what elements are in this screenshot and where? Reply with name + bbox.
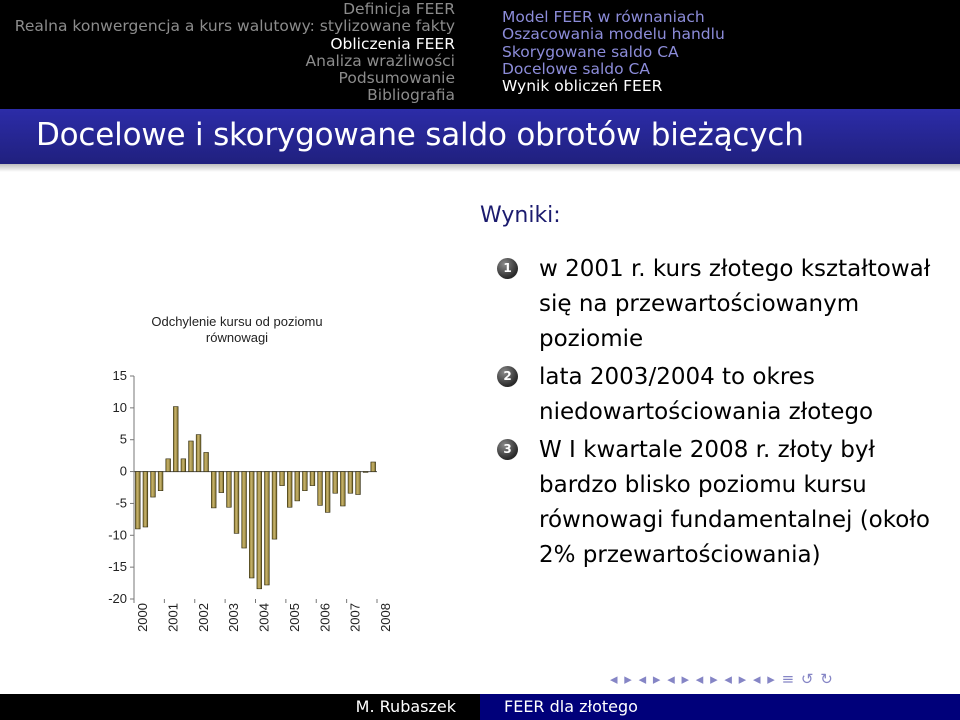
chart-svg [95,305,393,650]
y-tick-label: 0 [119,463,127,479]
footer-right [480,694,960,720]
x-tick-label: 2004 [256,603,272,632]
nav-subsection-skorygowane[interactable]: Skorygowane saldo CA [502,42,679,61]
chart-bar [265,472,270,585]
chart-bar [340,472,345,506]
chart-bar [219,472,224,493]
nav-section-analiza[interactable]: Analiza wrażliwości [305,51,455,70]
y-tick-label: -15 [108,559,127,575]
chart-bar [371,462,376,472]
results-list [497,252,937,576]
x-tick-label: 2006 [317,603,333,632]
chart-bars [135,407,375,589]
nav-subsection-docelowe[interactable]: Docelowe saldo CA [502,59,650,78]
result-item [497,252,937,357]
chart-title-line-1: Odchylenie kursu od poziomu [151,314,323,329]
y-tick-label: -10 [108,527,127,543]
x-tick-label: 2000 [135,603,150,632]
nav-section-podsumowanie[interactable]: Podsumowanie [338,69,455,88]
chart-bar [211,472,216,508]
nav-subsection-model[interactable]: Model FEER w równaniach [502,8,705,26]
nav-subsection-oszacowania[interactable]: Oszacowania modelu handlu [502,25,725,44]
subsection-navigation [502,9,725,95]
section-navigation [15,1,455,105]
chart-bar [249,472,254,578]
x-tick-label: 2007 [347,603,363,632]
chart-title-line-2: równowagi [205,330,269,345]
x-tick-label: 2003 [226,603,242,632]
chart-bar [348,472,353,494]
chart-bar [181,459,186,472]
chart-bar [227,472,232,508]
footer-left [0,694,480,720]
nav-section-obliczenia[interactable]: Obliczenia FEER [330,34,455,53]
chart-bar [173,407,178,472]
result-text: w 2001 r. kurs złotego kształtował się na przewartościowanym poziomie [539,256,931,352]
x-tick-label: 2002 [195,603,211,632]
nav-section-definicja[interactable]: Definicja FEER [343,0,455,18]
chart-bar [280,472,285,486]
footer-author: M. Rubaszek [355,697,456,716]
title-shadow [0,164,960,172]
chart-bar [234,472,239,534]
chart-bar [325,472,330,513]
slide-title: Docelowe i skorygowane saldo obrotów bieżących [36,117,804,153]
top-navigation-bar [0,0,960,109]
chart-bar [135,472,140,529]
result-text: lata 2003/2004 to okres niedowartościowania złotego [539,364,874,425]
results-heading: Wyniki: [480,203,561,228]
nav-subsection-wynik[interactable]: Wynik obliczeń FEER [502,77,663,96]
chart-bar [318,472,323,506]
chart-bar [356,472,361,495]
deviation-chart [95,305,393,650]
result-number-badge: 3 [497,439,518,460]
chart-bar [287,472,292,508]
frame-title-bar [0,109,960,164]
chart-bar [363,472,368,473]
footer-short-title: FEER dla złotego [504,697,638,716]
chart-bar [310,472,315,486]
chart-bar [242,472,247,548]
nav-section-konwergencja[interactable]: Realna konwergencja a kurs walutowy: stylizowane fakty [14,17,455,36]
beamer-navigation-icons[interactable]: ◂ ▸ ◂ ▸ ◂ ▸ ◂ ▸ ◂ ▸ ◂ ▸ ≡ ↺ ↻ [610,670,834,688]
x-tick-label: 2001 [165,603,181,632]
y-tick-label: -5 [115,495,127,511]
chart-bar [196,435,201,472]
y-tick-label: 5 [119,431,127,447]
chart-bar [272,472,277,540]
x-tick-label: 2005 [286,603,302,632]
nav-section-bibliografia[interactable]: Bibliografia [367,86,455,105]
chart-bar [257,472,262,589]
chart-bar [333,472,338,494]
chart-bar [303,472,308,491]
chart-bar [166,459,171,472]
chart-bar [158,472,163,491]
x-tick-label: 2008 [378,603,393,632]
chart-bar [143,472,148,527]
result-number-badge: 2 [497,366,518,387]
y-tick-label: -20 [108,591,127,606]
chart-bar [151,472,156,497]
chart-bar [204,452,209,471]
result-number-badge: 1 [497,258,518,279]
chart-bar [189,441,194,472]
result-text: W I kwartale 2008 r. złoty był bardzo blisko poziomu kursu równowagi fundamentalnej (około 2% przewartościowania) [539,437,930,568]
y-tick-label: 10 [112,399,127,415]
y-tick-label: 15 [112,368,127,383]
footer [0,694,960,720]
result-item [497,360,937,430]
chart-bar [295,472,300,501]
result-item [497,433,937,573]
